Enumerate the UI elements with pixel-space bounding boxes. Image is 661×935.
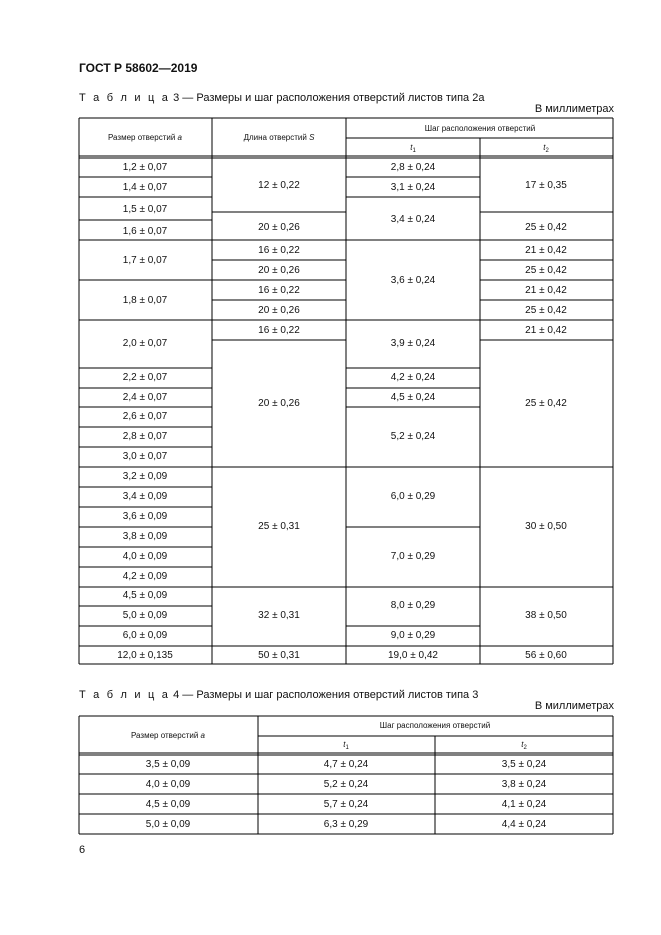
t3-t1-cell: 9,0 ± 0,29 [390, 630, 436, 641]
table4-caption-prefix: Т а б л и ц а [79, 689, 171, 701]
t4-header-t2: $t_2$ [521, 740, 527, 751]
t3-a-cell: 4,2 ± 0,09 [122, 571, 168, 582]
t3-a-cell: 5,0 ± 0,09 [122, 610, 168, 621]
t4-cell: 3,5 ± 0,09 [145, 759, 191, 770]
t4-header-step: Шаг расположения отверстий [379, 721, 491, 730]
t3-s-cell: 16 ± 0,22 [258, 245, 300, 256]
t3-a-cell: 12,0 ± 0,135 [117, 650, 173, 661]
t3-t2-cell: 38 ± 0,50 [525, 610, 567, 621]
t3-s-cell: 20 ± 0,26 [258, 222, 300, 233]
t3-s-cell: 20 ± 0,26 [258, 398, 300, 409]
document-title: ГОСТ Р 58602—2019 [79, 61, 198, 75]
t3-t1-cell: 4,5 ± 0,24 [390, 392, 436, 403]
t3-a-cell: 1,6 ± 0,07 [122, 226, 168, 237]
t3-t1-cell: 3,4 ± 0,24 [390, 214, 436, 225]
t3-header-t2: $t_2$ [543, 143, 549, 154]
t4-cell: 5,7 ± 0,24 [323, 799, 369, 810]
t3-t1-cell: 3,6 ± 0,24 [390, 275, 436, 286]
t3-t1-cell: 3,9 ± 0,24 [390, 338, 436, 349]
t3-s-cell: 16 ± 0,22 [258, 285, 300, 296]
t3-a-cell: 1,8 ± 0,07 [122, 295, 168, 306]
t3-a-cell: 2,6 ± 0,07 [122, 411, 168, 422]
t3-header-step: Шаг расположения отверстий [424, 124, 536, 133]
t3-s-cell: 12 ± 0,22 [258, 180, 300, 191]
t3-t2-cell: 21 ± 0,42 [525, 325, 567, 336]
t3-header-t1: $t_1$ [410, 143, 416, 154]
t4-cell: 6,3 ± 0,29 [323, 819, 369, 830]
t3-s-cell: 50 ± 0,31 [258, 650, 300, 661]
t4-cell: 3,8 ± 0,24 [501, 779, 547, 790]
t4-cell: 4,4 ± 0,24 [501, 819, 547, 830]
t4-cell: 5,0 ± 0,09 [145, 819, 191, 830]
t4-cell: 4,5 ± 0,09 [145, 799, 191, 810]
t4-header-size: Размер отверстий a [130, 731, 206, 740]
table4-units: В миллиметрах [534, 700, 614, 712]
t3-t2-cell: 25 ± 0,42 [525, 222, 567, 233]
t3-s-cell: 20 ± 0,26 [258, 265, 300, 276]
t3-t2-cell: 25 ± 0,42 [525, 265, 567, 276]
t3-t1-cell: 4,2 ± 0,24 [390, 372, 436, 383]
t3-t1-cell: 3,1 ± 0,24 [390, 182, 436, 193]
t4-cell: 4,1 ± 0,24 [501, 799, 547, 810]
t3-a-cell: 3,2 ± 0,09 [122, 471, 168, 482]
t3-a-cell: 3,4 ± 0,09 [122, 491, 168, 502]
t3-a-cell: 1,7 ± 0,07 [122, 255, 168, 266]
t3-t2-cell: 56 ± 0,60 [525, 650, 567, 661]
t4-header-t1: $t_1$ [343, 740, 349, 751]
t3-t2-cell: 25 ± 0,42 [525, 305, 567, 316]
t3-s-cell: 20 ± 0,26 [258, 305, 300, 316]
t3-a-cell: 1,4 ± 0,07 [122, 182, 168, 193]
t4-cell: 3,5 ± 0,24 [501, 759, 547, 770]
t3-t1-cell: 6,0 ± 0,29 [390, 491, 436, 502]
table3-units: В миллиметрах [534, 103, 614, 115]
t3-t1-cell: 7,0 ± 0,29 [390, 551, 436, 562]
t4-cell: 5,2 ± 0,24 [323, 779, 369, 790]
table4-caption-text: 4 — Размеры и шаг расположения отверстий листов типа 3 [173, 689, 479, 701]
t3-a-cell: 3,6 ± 0,09 [122, 511, 168, 522]
t3-header-size: Размер отверстий a [107, 133, 183, 142]
t3-s-cell: 16 ± 0,22 [258, 325, 300, 336]
t3-a-cell: 1,2 ± 0,07 [122, 162, 168, 173]
t3-a-cell: 4,5 ± 0,09 [122, 590, 168, 601]
table3-caption-text: 3 — Размеры и шаг расположения отверстий листов типа 2а [173, 92, 485, 104]
t3-t2-cell: 30 ± 0,50 [525, 521, 567, 532]
t3-t2-cell: 21 ± 0,42 [525, 245, 567, 256]
table4-caption [79, 689, 478, 701]
t3-s-cell: 25 ± 0,31 [258, 521, 300, 532]
t3-a-cell: 3,8 ± 0,09 [122, 531, 168, 542]
t3-s-cell: 32 ± 0,31 [258, 610, 300, 621]
t3-a-cell: 6,0 ± 0,09 [122, 630, 168, 641]
t3-a-cell: 3,0 ± 0,07 [122, 451, 168, 462]
t3-t1-cell: 8,0 ± 0,29 [390, 600, 436, 611]
t3-t2-cell: 17 ± 0,35 [525, 180, 567, 191]
t3-a-cell: 2,8 ± 0,07 [122, 431, 168, 442]
t4-cell: 4,7 ± 0,24 [323, 759, 369, 770]
t3-a-cell: 2,4 ± 0,07 [122, 392, 168, 403]
t3-t1-cell: 19,0 ± 0,42 [388, 650, 438, 661]
t4-cell: 4,0 ± 0,09 [145, 779, 191, 790]
t3-a-cell: 2,2 ± 0,07 [122, 372, 168, 383]
t3-t1-cell: 2,8 ± 0,24 [390, 162, 436, 173]
t3-a-cell: 4,0 ± 0,09 [122, 551, 168, 562]
t3-t2-cell: 21 ± 0,42 [525, 285, 567, 296]
t3-a-cell: 2,0 ± 0,07 [122, 338, 168, 349]
table3-caption-prefix: Т а б л и ц а [79, 92, 171, 104]
page-number: 6 [79, 844, 86, 856]
t3-t2-cell: 25 ± 0,42 [525, 398, 567, 409]
t3-a-cell: 1,5 ± 0,07 [122, 204, 168, 215]
t3-t1-cell: 5,2 ± 0,24 [390, 431, 436, 442]
t3-header-length: Длина отверстий S [243, 133, 315, 142]
